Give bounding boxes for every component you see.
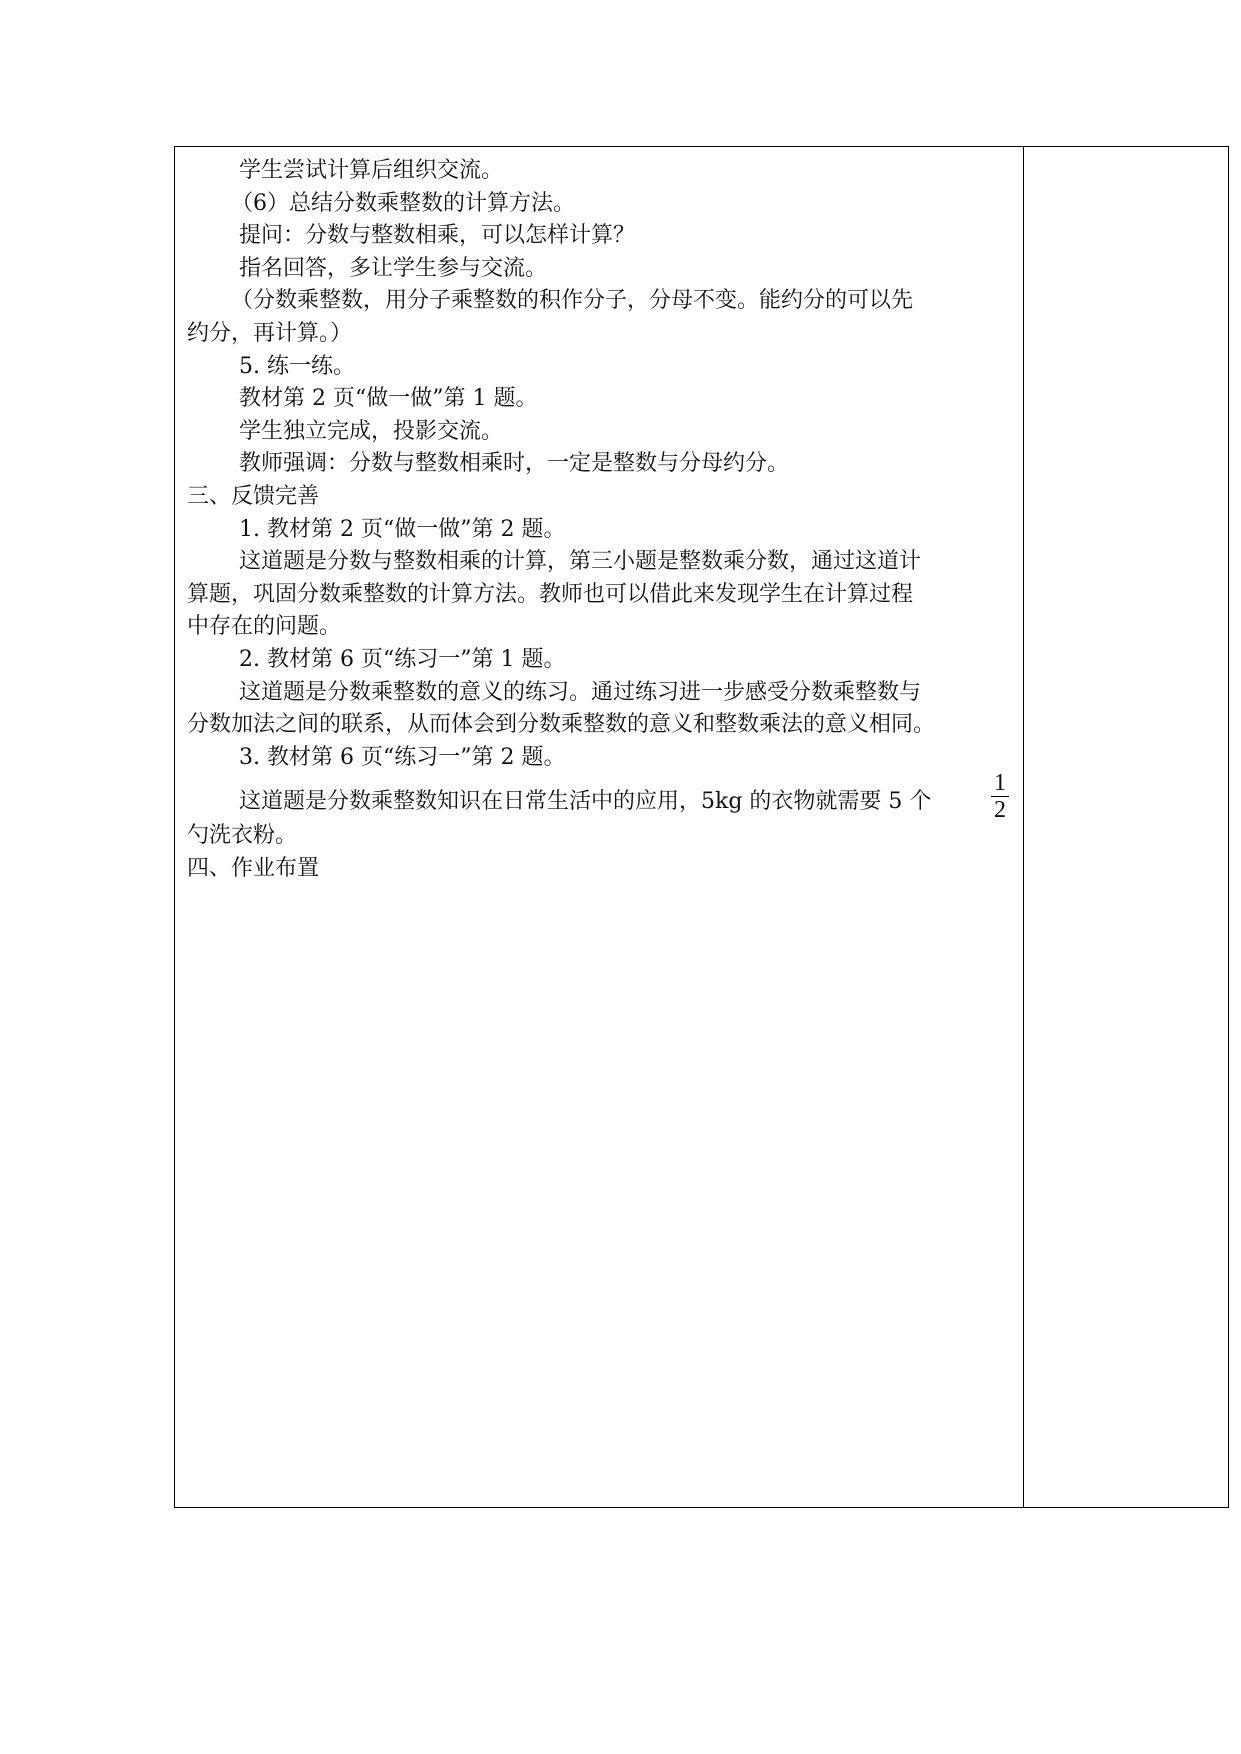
section-heading: 三、反馈完善	[187, 483, 320, 509]
text-line: 3. 教材第 6 页“练习一”第 2 题。	[239, 744, 566, 770]
fraction-numerator: 1	[994, 770, 1006, 797]
section-heading: 四、作业布置	[187, 855, 320, 881]
text-line: 1. 教材第 2 页“做一做”第 2 题。	[239, 516, 566, 542]
text-line: （6）总结分数乘整数的计算方法。	[231, 190, 575, 216]
text-line: 中存在的问题。	[187, 614, 342, 640]
text-line: 提问：分数与整数相乘，可以怎样计算？	[239, 223, 636, 249]
text-line: 这道题是分数乘整数的意义的练习。通过练习进一步感受分数乘整数与	[239, 679, 922, 705]
fraction-line	[187, 770, 1013, 824]
text-line: 教材第 2 页“做一做”第 1 题。	[239, 386, 538, 412]
text-line: 勺洗衣粉。	[187, 823, 298, 849]
text-line: 学生独立完成，投影交流。	[239, 418, 504, 444]
text-line: 2. 教材第 6 页“练习一”第 1 题。	[239, 646, 566, 672]
text-line: （分数乘整数，用分子乘整数的积作分子，分母不变。能约分的可以先	[231, 288, 914, 314]
lesson-content-cell	[187, 155, 1013, 885]
fraction-one-half	[989, 770, 1011, 823]
column-divider	[1023, 147, 1024, 1507]
text-line: 算题，巩固分数乘整数的计算方法。教师也可以借此来发现学生在计算过程	[187, 581, 914, 607]
text-line: 教师强调：分数与整数相乘时，一定是整数与分母约分。	[239, 451, 790, 477]
text-line: 这道题是分数与整数相乘的计算，第三小题是整数乘分数，通过这道计	[239, 549, 922, 575]
text-line: 指名回答，多让学生参与交流。	[239, 255, 548, 281]
lesson-plan-table	[174, 146, 1229, 1508]
text-line: 5. 练一练。	[239, 353, 355, 379]
text-line: 这道题是分数乘整数知识在日常生活中的应用，5kg 的衣物就需要 5 个	[239, 789, 932, 815]
fraction-denominator: 2	[994, 797, 1006, 824]
text-line: 分数加法之间的联系，从而体会到分数乘整数的意义和整数乘法的意义相同。	[187, 712, 936, 738]
text-line: 约分，再计算。）	[187, 320, 353, 346]
text-line: 学生尝试计算后组织交流。	[239, 158, 504, 183]
